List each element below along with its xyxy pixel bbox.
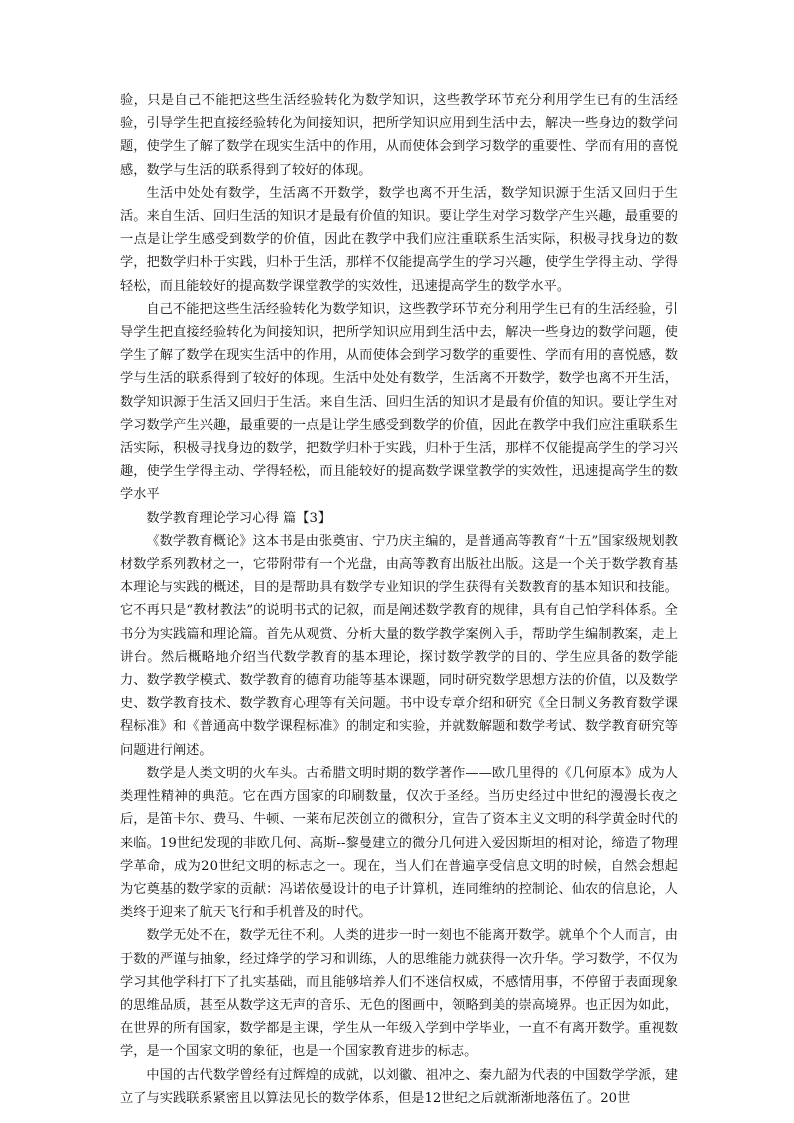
- section-heading: 数学教育理论学习心得 篇【3】: [146, 510, 332, 526]
- paragraph-5: 数学是人类文明的火车头。古希腊文明时期的数学著作——欧几里得的《几何原本》成为人类理性精神的典范。它在西方国家的印刷数量，仅次于圣经。当历史经过中世纪的漫漫长夜之后，是笛卡尔、费马、牛顿、一莱布尼茨创立的微积分，宣告了资本主义文明的科学黄金时代的来临。19世纪发现的非欧几何、高斯--黎曼建立的微分几何进入爱因斯坦的相对论，缔造了物理学革命，成为20世纪文明的标志之一。现在，当人们在普遍享受信息文明的时候，自然会想起为它奠基的数学家的贡献：冯诺依曼设计的电子计算机，连同维纳的控制论、仙农的信息论，人类终于迎来了航天飞行和手机普及的时代。: [120, 765, 678, 921]
- paragraph-2: 生活中处处有数学，生活离不开数学，数学也离不开生活，数学知识源于生活又回归于生活。来自生活、回归生活的知识才是最有价值的知识。要让学生对学习数学产生兴趣，最重要的一点是让学生感受到数学的价值，因此在教学中我们应注重联系生活实际，积极寻找身边的数学，把数学归朴于实践，归朴于生活，那样不仅能提高学生的学习兴趣，使学生学得主动、学得轻松，而且能较好的提高数学课堂教学的实效性，迅速提高学生的数学水平。: [120, 185, 678, 294]
- paragraph-6: 数学无处不在，数学无往不利。人类的进步一时一刻也不能离开数学。就单个个人而言，由于数的严谨与抽象，经过烽学的学习和训练，人的思维能力就获得一次升华。学习数学，不仅为学习其他学科打下了扎实基础，而且能够培养人们不迷信权威，不感情用事，不停留于表面现象的思维品质，甚至从数学这无声的音乐、无色的图画中，领略到美的崇高境界。也正因为如此，在世界的所有国家，数学都是主课，学生从一年级入学到中学毕业，一直不有离开数学。重视数学，是一个国家文明的象征，也是一个国家教育进步的标志。: [120, 928, 678, 1060]
- paragraph-7: 中国的古代数学曾经有过辉煌的成就，以刘徽、祖冲之、秦九韶为代表的中国数学学派，建立了与实践联系紧密且以算法见长的数学体系，但是12世纪之后就渐渐地落伍了。20世: [120, 1067, 678, 1106]
- paragraph-1: 验，只是自己不能把这些生活经验转化为数学知识，这些教学环节充分利用学生已有的生活经验，引导学生把直接经验转化为间接知识，把所学知识应用到生活中去，解决一些身边的数学问题，使学生了解了数学在现实生活中的作用，从而使体会到学习数学的重要性、学而有用的喜悦感，数学与生活的联系得到了较好的体现。: [120, 93, 678, 178]
- paragraph-4: 《数学教育概论》这本书是由张奠宙、宁乃庆主编的，是普通高等教育“十五”国家级规划教材数学系列教材之一，它带附带有一个光盘，由高等教育出版社出版。这是一个关于数学教育基本理论与实践的概述，目的是帮助具有数学专业知识的学生获得有关数教育的基本知识和技能。它不再只是“教材教法”的说明书式的记叙，而是阐述数学教育的规律，具有自己怕学科体系。全书分为实践篇和理论篇。首先从观赏、分析大量的数学教学案例入手，帮助学生编制教案，走上讲台。然后概略地介绍当代数学教育的基本理论，探讨数学教学的目的、学生应具备的数学能力、数学教学模式、数学教育的德育功能等基本课题，同时研究数学思想方法的价值，以及数学史、数学教育技术、数学教育心理等有关问题。书中设专章介绍和研究《全日制义务教育数学课程标准》和《普通高中数学课程标准》的制定和实验，并就数解题和数学考试、数学教育研究等问题进行阐述。: [120, 533, 678, 758]
- document-body: [120, 89, 678, 1110]
- paragraph-3: 自己不能把这些生活经验转化为数学知识，这些教学环节充分利用学生已有的生活经验，引导学生把直接经验转化为间接知识，把所学知识应用到生活中去，解决一些身边的数学问题，使学生了解了数学在现实生活中的作用，从而使体会到学习数学的重要性、学而有用的喜悦感，数学与生活的联系得到了较好的体现。生活中处处有数学，生活离不开数学，数学也离不开生活，数学知识源于生活又回归于生活。来自生活、回归生活的知识才是最有价值的知识。要让学生对学习数学产生兴趣，最重要的一点是让学生感受到数学的价值，因此在教学中我们应注重联系生活实际，积极寻找身边的数学，把数学归朴于实践，归朴于生活，那样不仅能提高学生的学习兴趣，使学生学得主动、学得轻松，而且能较好的提高数学课堂教学的实效性，迅速提高学生的数学水平: [120, 301, 678, 503]
